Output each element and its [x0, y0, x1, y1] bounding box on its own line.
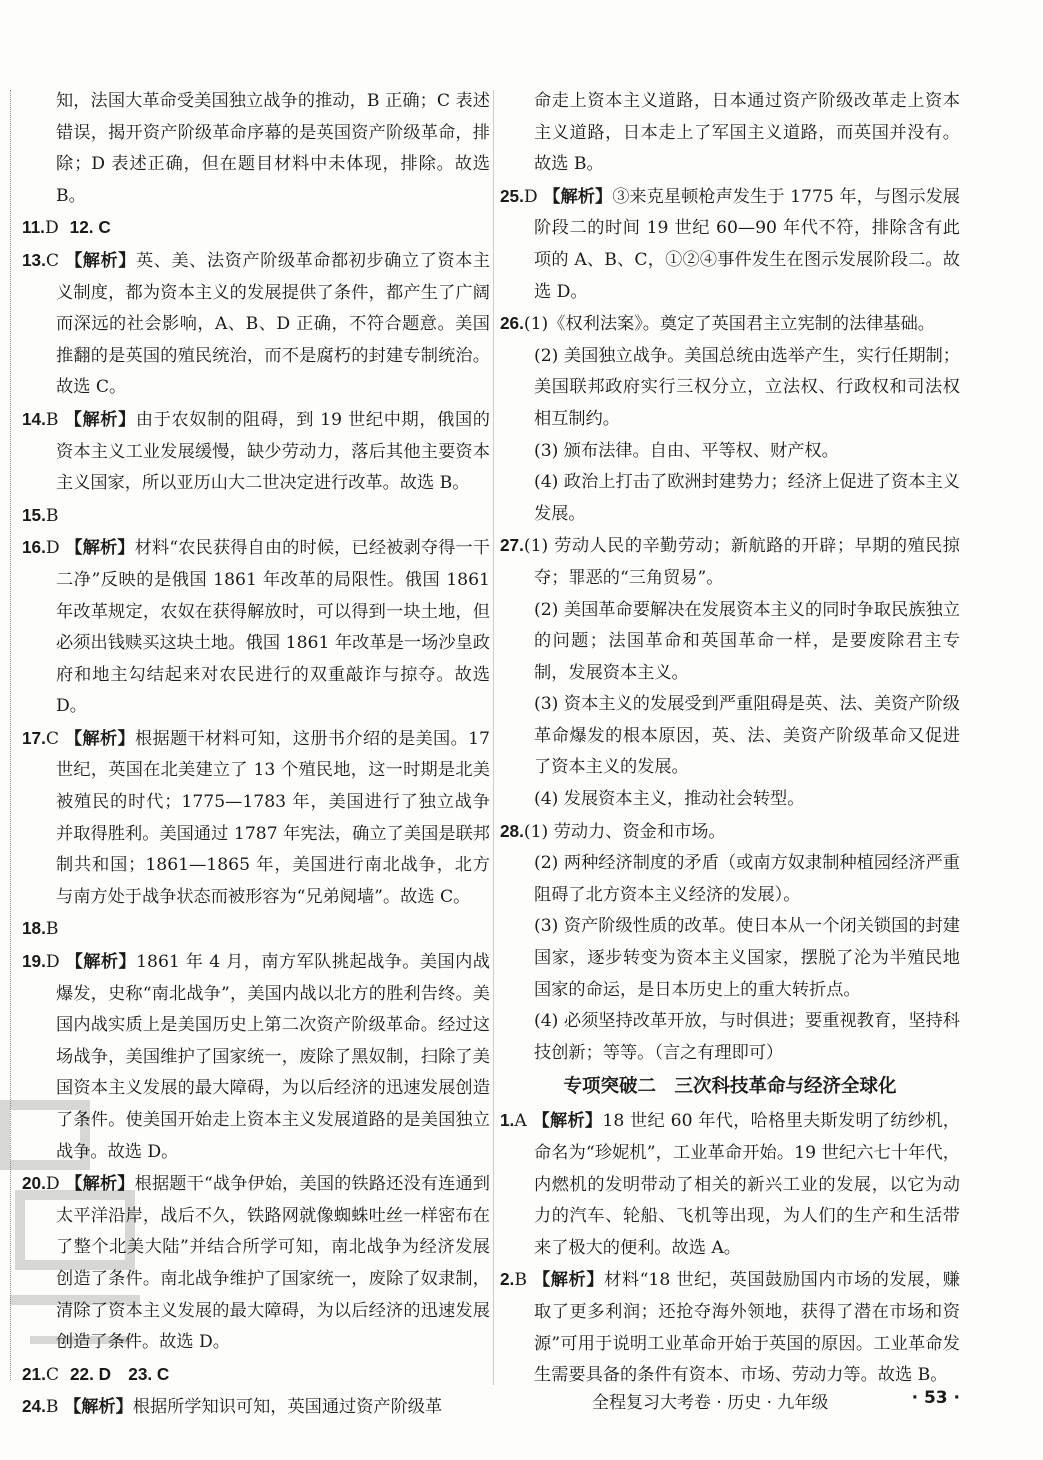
answer-21-23: 21.C 22. D 23. C [22, 1363, 170, 1385]
answer-24: 24.B 【解析】根据所学知识可知，英国通过资产阶级革 [22, 1396, 443, 1418]
answer-28-part-1: 28.(1) 劳动力、资金和市场。 [500, 820, 726, 842]
answer-26-part-3: (3) 颁布法律。自由、平等权、财产权。 [534, 440, 839, 461]
answer-10-continued: 知，法国大革命受美国独立战争的推动，B 正确；C 表述错误，揭开资产阶级革命序幕的是英国资产阶级革命，排除；D 表述正确，但在题目材料中未体现，排除。故选 B。 [56, 91, 490, 206]
answer-27-part-3: (3) 资本主义的发展受到严重阻碍是英、法、美资产阶级革命爆发的根本原因，英、法、美资产阶级革命又促进了资本主义的发展。 [534, 694, 960, 778]
answer-27-part-2: (2) 美国革命要解决在发展资本主义的同时争取民族独立的问题；法国革命和英国革命一样，是要废除君主专制，发展资本主义。 [534, 599, 960, 683]
answer-26-part-4: (4) 政治上打击了欧洲封建势力；经济上促进了资本主义发展。 [534, 472, 960, 524]
answer-18: 18.B [22, 918, 59, 940]
section-title: 专项突破二 三次科技革命与经济全球化 [563, 1076, 897, 1098]
answer-25: 25.D 【解析】③来克星顿枪声发生于 1775 年，与图示发展阶段二的时间 19 世纪 60—90 年代不符，排除含有此项的 A、B、C，①②④事件发生在图示发展阶段二。故选 D。 [500, 185, 960, 302]
right-column [500, 86, 960, 1392]
section2-answer-1: 1.A 【解析】18 世纪 60 年代，哈格里夫斯发明了纺纱机，命名为“珍妮机”，工业革命开始。19 世纪六七十年代，内燃机的发明带动了相关的新兴工业的发展，以它为动力的汽车、轮船、飞机等出现，为人们的生产和生活带来了极大的便利。故选 A。 [500, 1110, 960, 1258]
section2-answer-2: 2.B 【解析】材料“18 世纪，英国鼓励国内市场的发展，赚取了更多利润；还抢夺海外领地，获得了潜在市场和资源”可用于说明工业革命开始于英国的原因。工业革命发生需要具备的条件有资本、市场、劳动力等。故选 B。 [500, 1269, 960, 1386]
answer-17: 17.C 【解析】根据题干材料可知，这册书介绍的是美国。17 世纪，英国在北美建立了 13 个殖民地，这一时期是北美被殖民的时代；1775—1783 年，美国进行了独立战争并取得胜利。美国通过 1787 年宪法，确立了美国是联邦制共和国；1861—1865 年，美国进行南北战争，北方与南方处于战争状态而被形容为“兄弟阋墙”。故选 C。 [22, 727, 490, 907]
answer-28-part-2: (2) 两种经济制度的矛盾（或南方奴隶制种植园经济严重阻碍了北方资本主义经济的发展）。 [534, 853, 960, 905]
answer-13: 13.C 【解析】英、美、法资产阶级革命都初步确立了资本主义制度，都为资本主义的发展提供了条件，都产生了广阔而深远的社会影响，A、B、D 正确，不符合题意。美国推翻的是英国的殖民统治，而不是腐朽的封建专制统治。故选 C。 [22, 249, 490, 398]
answer-16: 16.D 【解析】材料“农民获得自由的时候，已经被剥夺得一干二净”反映的是俄国 1861 年改革的局限性。俄国 1861 年改革规定，农奴在获得解放时，可以得到一块土地，但必须出钱赎买这块土地。俄国 1861 年改革是一场沙皇政府和地主勾结起来对农民进行的双重敲诈与掠夺。故选 D。 [22, 537, 490, 717]
answer-28-part-4: (4) 必须坚持改革开放，与时俱进；要重视教育，坚持科技创新；等等。（言之有理即可） [534, 1011, 960, 1063]
answer-27-part-1: 27.(1) 劳动人民的辛勤劳动；新航路的开辟；早期的殖民掠夺；罪恶的“三角贸易”。 [500, 535, 960, 588]
footer-book-title: 全程复习大考卷 · 历史 · 九年级 [592, 1393, 829, 1413]
answer-28-part-3: (3) 资产阶级性质的改革。使日本从一个闭关锁国的封建国家，逐步转变为资本主义国家，摆脱了沦为半殖民地国家的命运，是日本历史上的重大转折点。 [534, 916, 960, 1000]
page-number: · 53 · [911, 1388, 960, 1408]
page-footer [500, 1388, 960, 1414]
answer-20: 20.D 【解析】根据题干“战争伊始，美国的铁路还没有连通到太平洋沿岸，战后不久，铁路网就像蜘蛛吐丝一样密布在了整个北美大陆”并结合所学可知，南北战争为经济发展创造了条件。南北战争维护了国家统一，废除了奴隶制，清除了资本主义发展的最大障碍，为以后经济的迅速发展创造了条件。故选 D。 [22, 1173, 490, 1353]
answer-19: 19.D 【解析】1861 年 4 月，南方军队挑起战争。美国内战爆发，史称“南北战争”，美国内战以北方的胜利告终。美国内战实质上是美国历史上第二次资产阶级革命。经过这场战争，美国维护了国家统一，废除了黑奴制，扫除了美国资本主义发展的最大障碍，为以后经济的迅速发展创造了条件。使美国开始走上资本主义发展道路的是美国独立战争。故选 D。 [22, 951, 490, 1162]
left-column [22, 86, 490, 1424]
answer-11-12: 11.D 12. C [22, 217, 111, 239]
answer-26-part-2: (2) 美国独立战争。美国总统由选举产生，实行任期制；美国联邦政府实行三权分立，立法权、行政权和司法权相互制约。 [534, 345, 960, 429]
column-divider [493, 90, 494, 1385]
answer-14: 14.B 【解析】由于农奴制的阻碍，到 19 世纪中期，俄国的资本主义工业发展缓慢，缺少劳动力，落后其他主要资本主义国家，所以亚历山大二世决定进行改革。故选 B。 [22, 408, 490, 494]
binding-margin-line [10, 90, 11, 1380]
answer-24-continued: 命走上资本主义道路，日本通过资产阶级改革走上资本主义道路，日本走上了军国主义道路，而英国并没有。故选 B。 [534, 91, 960, 175]
answer-27-part-4: (4) 发展资本主义，推动社会转型。 [534, 789, 805, 810]
answer-15: 15.B [22, 504, 59, 526]
answer-26-part-1: 26.(1)《权利法案》。奠定了英国君主立宪制的法律基础。 [500, 313, 935, 335]
